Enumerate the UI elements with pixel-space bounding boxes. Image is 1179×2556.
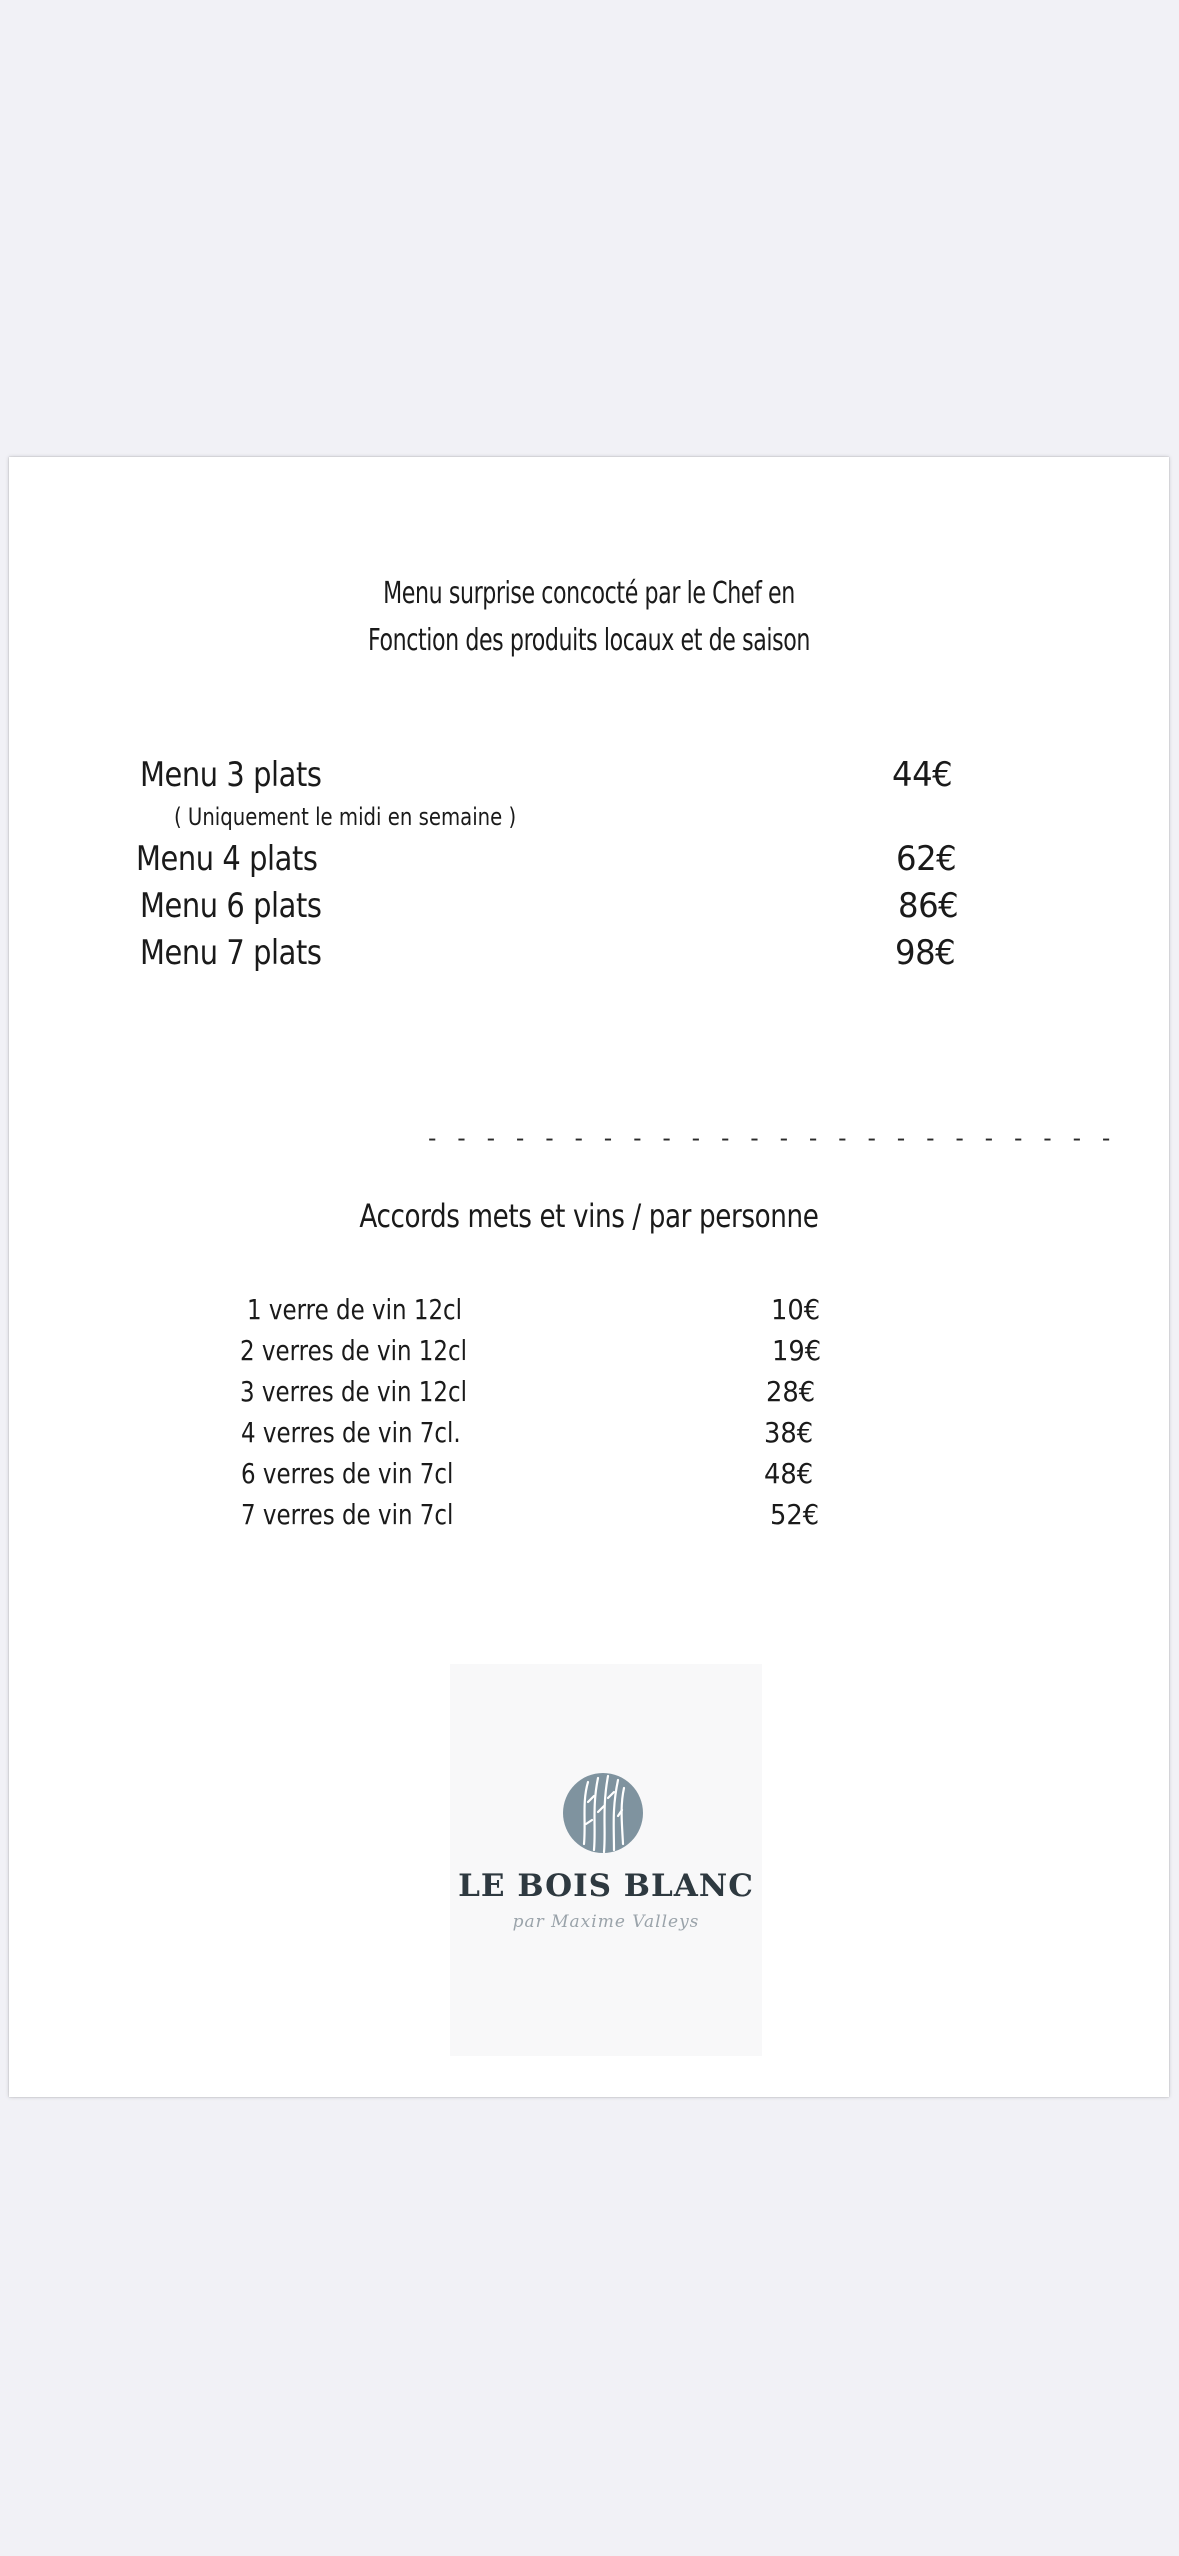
pairing-item-name: 4 verres de vin 7cl. (241, 1416, 461, 1449)
pairing-item-price: 28€ (766, 1375, 816, 1408)
logo-subtitle: par Maxime Valleys (512, 1912, 700, 1932)
menu-row-3 (9, 755, 1169, 799)
menu-price: 62€ (896, 839, 957, 879)
pairing-item-name: 2 verres de vin 12cl (240, 1334, 468, 1367)
pairing-item-name: 7 verres de vin 7cl (241, 1498, 454, 1531)
pairing-item-name: 1 verre de vin 12cl (247, 1293, 463, 1326)
menu-price: 44€ (892, 755, 953, 795)
menu-name: Menu 3 plats (140, 755, 322, 795)
pairing-item-name: 3 verres de vin 12cl (240, 1375, 468, 1408)
dashed-divider: - - - - - - - - - - - - - - - - - - - - - - - - (425, 1124, 1114, 1152)
menu-note: ( Uniquement le midi en semaine ) (174, 803, 517, 831)
menu-row-4 (9, 839, 1169, 883)
intro-text (9, 570, 1169, 664)
pairing-item-price: 52€ (770, 1498, 820, 1531)
restaurant-logo (450, 1664, 762, 2056)
pairing-item-price: 38€ (764, 1416, 814, 1449)
menu-row-7 (9, 933, 1169, 977)
menu-row-6 (9, 886, 1169, 930)
pairing-item-price: 48€ (764, 1457, 814, 1490)
menu-name: Menu 7 plats (140, 933, 322, 973)
pairing-title (9, 1197, 1169, 1235)
pairing-item-name: 6 verres de vin 7cl (241, 1457, 454, 1490)
menu-price: 98€ (895, 933, 956, 973)
intro-line-1: Menu surprise concocté par le Chef en (383, 576, 795, 611)
pairing-title-text: Accords mets et vins / par personne (359, 1197, 819, 1235)
logo-title: LE BOIS BLANC (458, 1868, 754, 1904)
pairing-item-price: 10€ (771, 1293, 821, 1326)
menu-document (9, 457, 1169, 2097)
menu-name: Menu 6 plats (140, 886, 322, 926)
pairing-item-price: 19€ (772, 1334, 822, 1367)
intro-line-2: Fonction des produits locaux et de saison (368, 623, 810, 658)
menu-name: Menu 4 plats (136, 839, 318, 879)
menu-price: 86€ (898, 886, 959, 926)
birch-trees-circle-icon (562, 1772, 644, 1854)
